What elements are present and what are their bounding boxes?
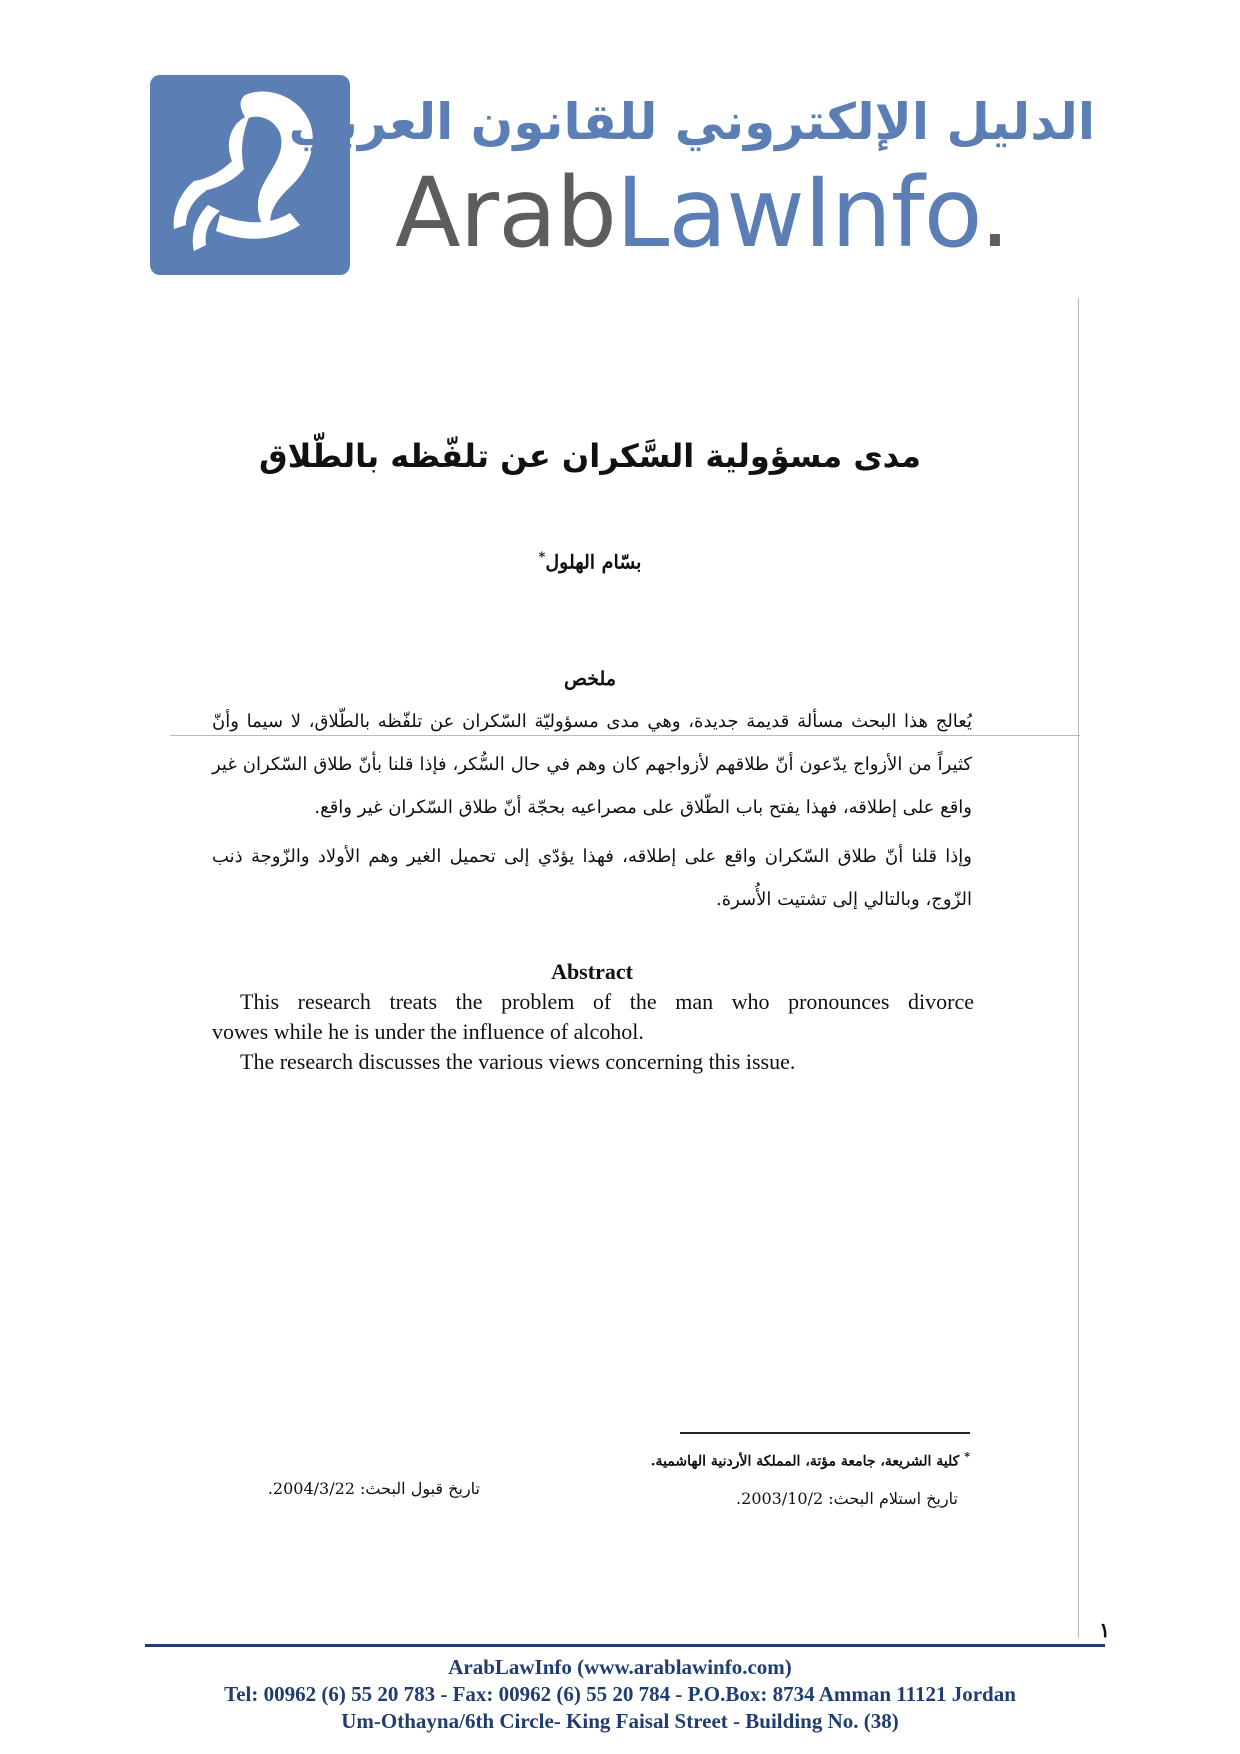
author-footnote-mark: * (538, 550, 546, 565)
logo-latin-text (395, 158, 1009, 268)
summary-heading: ملخص (563, 668, 616, 690)
footer-line-address: Um-Othayna/6th Circle- King Faisal Street - Building No. (38) (341, 1709, 899, 1733)
footnote-received-date: تاريخ استلام البحث: 2003/10/2. (736, 1489, 958, 1508)
abstract-heading: Abstract (551, 959, 633, 984)
page-number: ١ (1099, 1618, 1110, 1642)
footnote-affiliation (580, 1446, 970, 1473)
summary-paragraph-1: يُعالج هذا البحث مسألة قديمة جديدة، وهي مدى مسؤوليّة السّكران عن تلفّظه بالطّلاق، لا سيما وأنّ كثيراً من الأزواج يدّعون أنّ طلاقهم لأزواجهم كان وهم في حال السُّكر، فإذا قلنا بأنّ طلاق السّكران غير واقع على إطلاقه، فهذا يفتح باب الطّلاق على مصراعيه بحجّة أنّ طلاق السّكران غير واقع. (212, 711, 972, 818)
margin-line (1078, 298, 1079, 1638)
footnote-mark: * (964, 1450, 970, 1463)
footer-line-website: ArabLawInfo (www.arablawinfo.com) (448, 1655, 792, 1679)
logo-latin-arab: Arab (395, 157, 616, 269)
footer (100, 1654, 1140, 1735)
abstract-line-1: This research treats the problem of the man who pronounces divorce (240, 989, 974, 1014)
logo-arabic-text: الدليل الإلكتروني للقانون العربي (288, 93, 1095, 151)
footnote-affiliation-text: كلية الشريعة، جامعة مؤتة، المملكة الأردنية الهاشمية. (650, 1453, 960, 1470)
abstract-line-2: vowes while he is under the influence of alcohol. (212, 1019, 644, 1044)
footer-line-contact: Tel: 00962 (6) 55 20 783 - Fax: 00962 (6) 55 20 784 - P.O.Box: 8734 Amman 11121 Jordan (224, 1682, 1016, 1706)
logo-latin-dot: . (979, 157, 1010, 269)
footer-rule (145, 1644, 1105, 1647)
logo-latin-lawinfo: LawInfo (615, 157, 980, 269)
author-text: بسّام الهلول (545, 551, 642, 574)
summary-paragraph-2: وإذا قلنا أنّ طلاق السّكران واقع على إطلاقه، فهذا يؤدّي إلى تحميل الغير وهم الأولاد والزّوجة ذنب الزّوج، وبالتالي إلى تشتيت الأُسرة. (212, 846, 972, 910)
abstract-body (212, 987, 974, 1077)
paper-title: مدى مسؤولية السَّكران عن تلفّظه بالطّلاق (259, 437, 921, 475)
footnote-rule (680, 1432, 970, 1434)
abstract-line-3: The research discusses the various views concerning this issue. (240, 1049, 796, 1074)
author-name (200, 550, 980, 573)
footnote-accepted-date: تاريخ قبول البحث: 2004/3/22. (267, 1479, 480, 1498)
